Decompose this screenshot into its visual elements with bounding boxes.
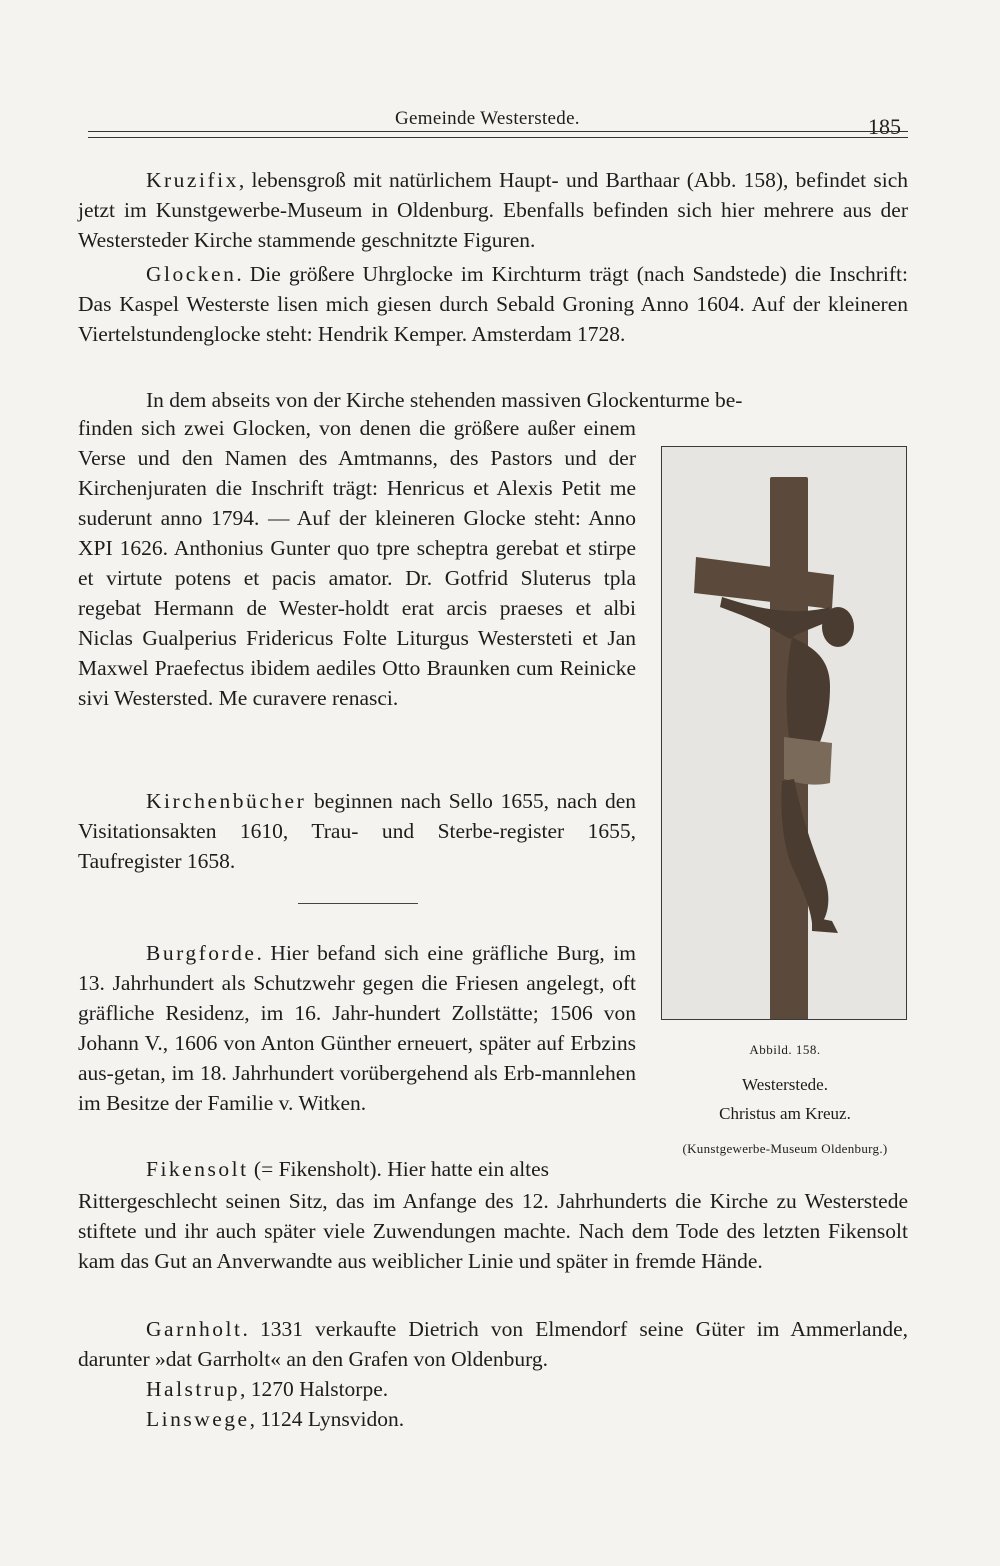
paragraph-kirchenbuecher	[78, 786, 636, 876]
figure-subtitle: Christus am Kreuz.	[719, 1104, 851, 1123]
paragraph-kruzifix	[78, 165, 908, 255]
paragraph-text: . 1331 verkaufte Dietrich von Elmendorf seine Güter im Ammerlande, darunter »dat Garrholt« an den Grafen von Oldenburg.	[78, 1317, 908, 1371]
paragraph-fikensolt-first-line	[78, 1154, 636, 1184]
cross-titulus	[774, 507, 806, 531]
paragraph-text: (= Fikensholt). Hier hatte ein altes	[248, 1157, 550, 1181]
paragraph-glockenturm-first-line: In dem abseits von der Kirche stehenden massiven Glockenturme be-	[146, 388, 743, 412]
header-rule	[88, 131, 908, 138]
lead-word: Kirchenbücher	[146, 789, 307, 813]
paragraph-text: beginnen nach Sello 1655, nach den Visitationsakten 1610, Trau- und Sterbe-register 1655, Taufregister 1658.	[78, 789, 636, 873]
lead-word: Burgforde	[146, 941, 257, 965]
paragraph-halstrup	[78, 1374, 908, 1404]
paragraph-text: , 1270 Halstorpe.	[240, 1377, 389, 1401]
lead-word: Glocken	[146, 262, 237, 286]
figure-source: (Kunstgewerbe-Museum Oldenburg.)	[682, 1141, 888, 1156]
lead-word: Linswege	[146, 1407, 250, 1431]
paragraph-text: , lebensgroß mit natürlichem Haupt- und Barthaar (Abb. 158), befindet sich jetzt im Kunstgewerbe-Museum in Oldenburg. Ebenfalls befinden sich hier mehrere aus der Westersteder Kirche stammende geschnitzte Figuren.	[78, 168, 908, 252]
paragraph-fikensolt: Rittergeschlecht seinen Sitz, das im Anfange des 12. Jahrhunderts die Kirche zu Westerstede stiftete und ihr auch später viele Zuwendungen machte. Nach dem Tode des letzten Fikensolt kam das Gut an Anverwandte aus weiblicher Linie und später in fremde Hände.	[78, 1189, 908, 1273]
crucifix-illustration	[662, 447, 907, 1020]
paragraph-garnholt	[78, 1314, 908, 1374]
section-divider	[298, 903, 418, 904]
lead-word: Garnholt	[146, 1317, 243, 1341]
figure-label: Abbild. 158.	[749, 1042, 821, 1057]
paragraph-burgforde	[78, 938, 636, 1118]
paragraph-glockenturm: finden sich zwei Glocken, von denen die größere außer einem Verse und den Namen des Amtmanns, des Pastors und der Kirchenjuraten die Inschrift trägt: Henricus et Alexis Petit me suderunt anno 1794. — Auf der kleineren Glocke steht: Anno XPI 1626. Anthonius Gunter quo tpre scheptra gerebat et stirpe et virtute potens et pacis amator. Dr. Gotfrid Sluterus tpla regebat Hermann de Wester-holdt erat arcis praeses et albi Niclas Gualperius Fridericus Folte Liturgus Westersteti et Jan Maxwel Praefectus ibidem aediles Otto Braunken cum Reinicke sivi Westersted. Me curavere renasci.	[78, 416, 636, 710]
paragraph-text: . Hier befand sich eine gräfliche Burg, im 13. Jahrhundert als Schutzwehr gegen die Friesen angelegt, oft gräfliche Residenz, im 16. Jahr-hundert Zollstätte; 1506 von Johann V., 1606 von Anton Günther erneuert, später auf Erbzins aus-getan, im 18. Jahrhundert vorübergehend als Erb-mannlehen im Besitze der Familie v. Witken.	[78, 941, 636, 1115]
running-head: Gemeinde Westerstede.	[395, 108, 580, 129]
lead-word: Kruzifix	[146, 168, 239, 192]
paragraph-linswege	[78, 1404, 908, 1434]
paragraph-glocken	[78, 259, 908, 349]
paragraph-text: , 1124 Lynsvidon.	[249, 1407, 405, 1431]
lead-word: Halstrup	[146, 1377, 241, 1401]
figure-photo-crucifix	[661, 446, 907, 1020]
figure-title: Westerstede.	[742, 1075, 828, 1094]
paragraph-text: . Die größere Uhrglocke im Kirchturm trägt (nach Sandstede) die Inschrift: Das Kaspel Westerste lisen mich giesen durch Sebald Groning Anno 1604. Auf der kleineren Viertelstundenglocke steht: Hendrik Kemper. Amsterdam 1728.	[78, 262, 908, 346]
page-number: 185	[868, 114, 901, 139]
lead-word: Fikensolt	[146, 1157, 249, 1181]
